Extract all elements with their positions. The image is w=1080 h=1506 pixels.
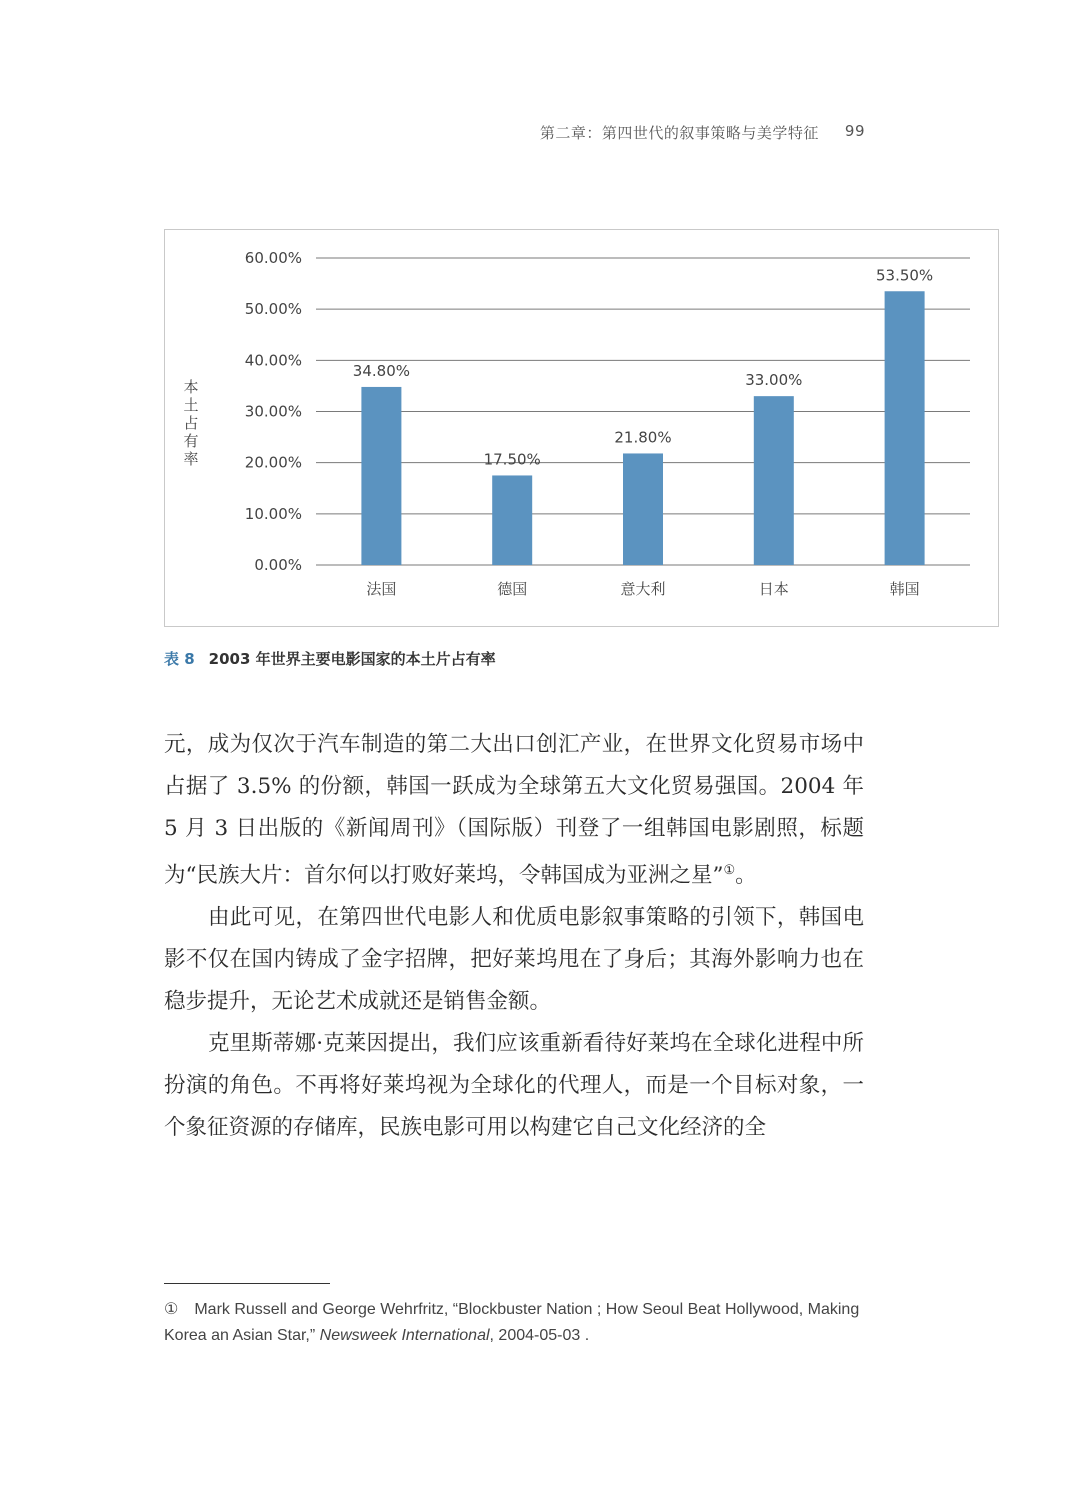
x-tick-label: 意大利: [620, 580, 666, 598]
bar: [361, 387, 401, 565]
caption-text: 2003 年世界主要电影国家的本土片占有率: [208, 650, 496, 668]
body-text: [164, 724, 864, 1149]
chapter-title: 第二章：第四世代的叙事策略与美学特征: [539, 124, 819, 142]
caption-number: 表 8: [164, 650, 195, 668]
chart-frame: [164, 229, 999, 627]
y-tick-label: 60.00%: [244, 249, 302, 267]
y-tick-label: 50.00%: [244, 300, 302, 319]
footnote-reference[interactable]: ①: [723, 863, 736, 878]
data-label: 33.00%: [745, 371, 803, 390]
figure-caption: [164, 648, 496, 669]
y-tick-label: 10.00%: [244, 504, 302, 523]
x-tick-label: 日本: [758, 580, 789, 598]
data-label: 34.80%: [352, 361, 411, 380]
footnote-date: , 2004-05-03 .: [489, 1327, 590, 1344]
x-tick-label: 德国: [497, 580, 528, 598]
footnote-marker: ①: [164, 1301, 179, 1318]
y-tick-label: 40.00%: [244, 351, 302, 370]
paragraph: [164, 724, 864, 897]
y-tick-label: 30.00%: [244, 402, 302, 421]
footnote-divider: [164, 1283, 330, 1284]
bar: [754, 396, 794, 565]
footnote-publication: Newsweek International: [319, 1327, 490, 1344]
footnote-text: Mark Russell and George Wehrfritz, “Blockbuster Nation ; How Seoul Beat Hollywood, Making Korea an Asian Star,”: [164, 1301, 860, 1344]
bar: [492, 475, 532, 565]
bar: [623, 453, 663, 565]
bar-chart: [165, 230, 1000, 628]
x-tick-label: 法国: [366, 580, 397, 598]
paragraph-text: 元，成为仅次于汽车制造的第二大出口创汇产业，在世界文化贸易市场中占据了 3.5% 的份额，韩国一跃成为全球第五大文化贸易强国。2004 年 5 月 3 日出版的《新闻周刊》（国际版）刊登了一组韩国电影剧照，标题为“民族大片：首尔何以打败好莱坞，令韩国成为亚洲之星”: [164, 732, 864, 889]
paragraph: 克里斯蒂娜·克莱因提出，我们应该重新看待好莱坞在全球化进程中所扮演的角色。不再将好莱坞视为全球化的代理人，而是一个目标对象，一个象征资源的存储库，民族电影可用以构建它自己文化经济的全: [164, 1031, 864, 1141]
data-label: 21.80%: [614, 428, 672, 447]
page-number: 99: [844, 122, 865, 140]
paragraph-end: 。: [735, 863, 757, 889]
y-axis-label: 本土占有率: [183, 378, 199, 468]
running-head: [480, 122, 865, 143]
y-tick-label: 20.00%: [244, 453, 302, 472]
data-label: 53.50%: [875, 266, 934, 285]
x-tick-label: 韩国: [889, 580, 920, 598]
footnote: [164, 1297, 864, 1349]
bar: [885, 291, 925, 565]
paragraph: 由此可见，在第四世代电影人和优质电影叙事策略的引领下，韩国电影不仅在国内铸成了金字招牌，把好莱坞甩在了身后；其海外影响力也在稳步提升，无论艺术成就还是销售金额。: [164, 905, 864, 1015]
data-label: 17.50%: [483, 450, 541, 469]
y-tick-label: 0.00%: [254, 556, 302, 574]
